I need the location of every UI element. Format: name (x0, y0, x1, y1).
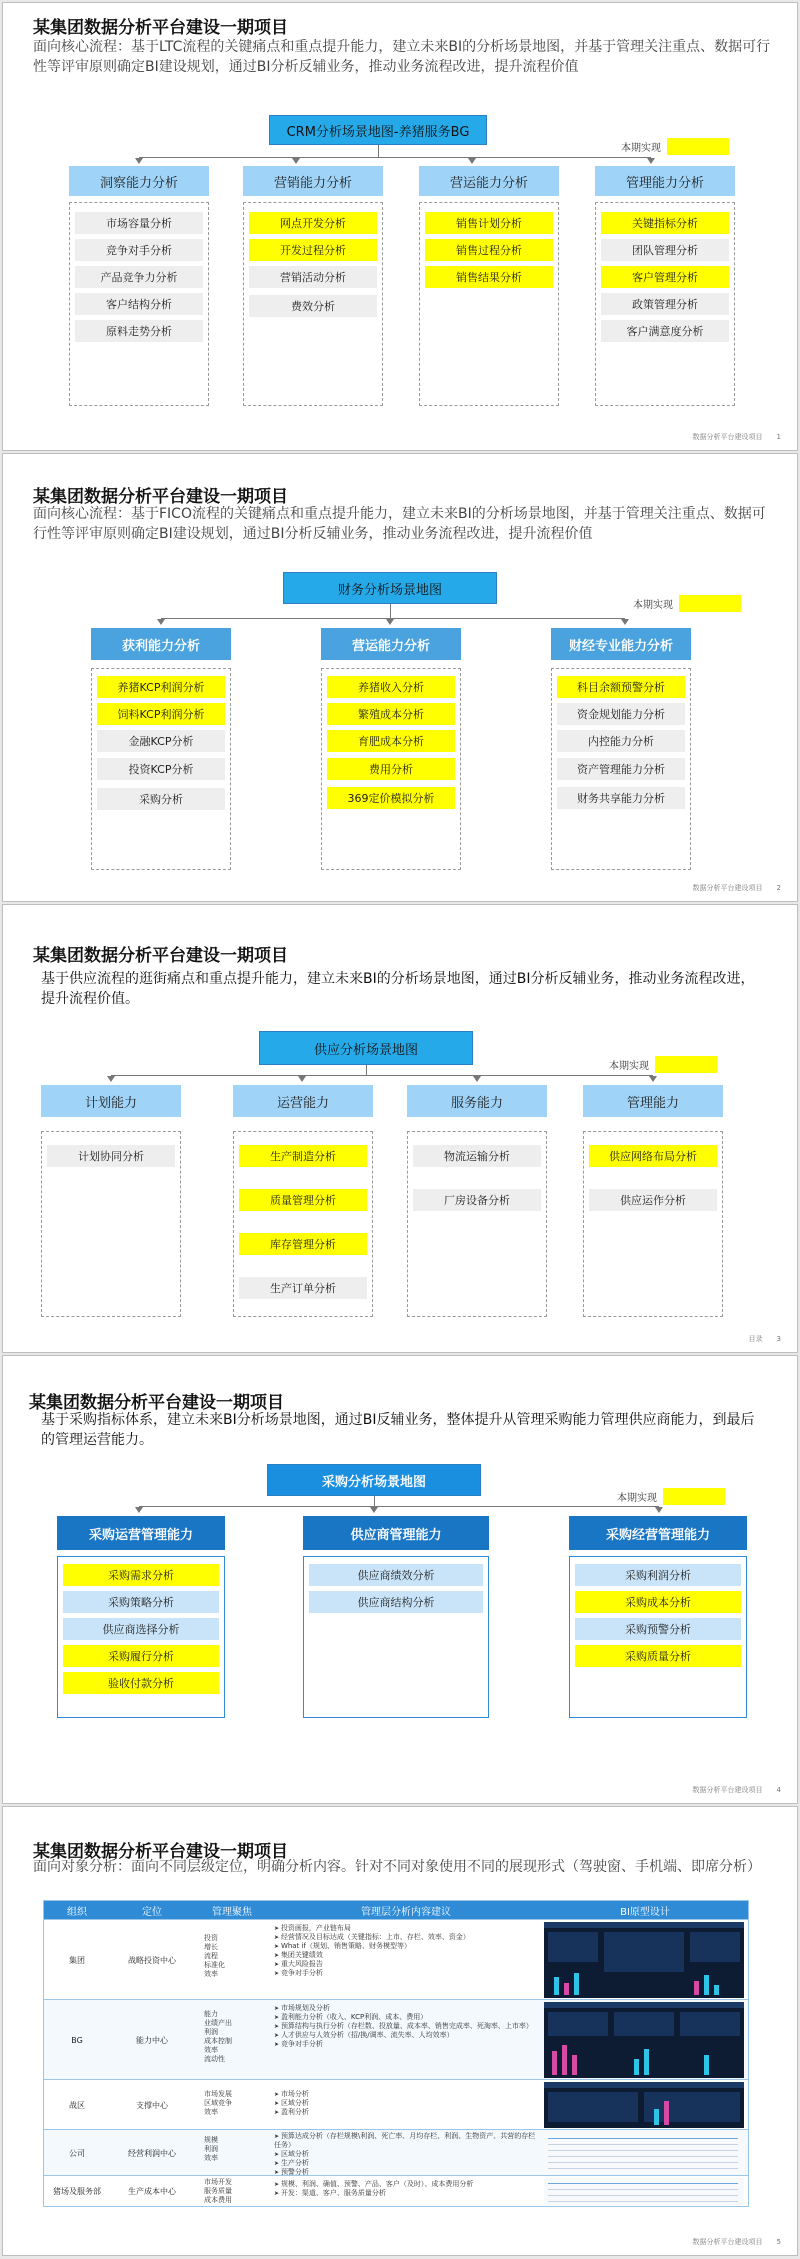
dashboard-bar (564, 1983, 569, 1995)
sheet-line (548, 2168, 738, 2169)
scenario-item-current: 饲料KCP利润分析 (97, 703, 225, 725)
column-header: 营运能力分析 (419, 166, 559, 196)
map-title: 采购分析场景地图 (267, 1464, 481, 1496)
sheet-line (548, 2189, 738, 2190)
sheet-line (548, 2183, 738, 2184)
focus-cell: 规模 利润 效率 (204, 2136, 218, 2162)
dashboard-bar (644, 2049, 649, 2075)
scenario-item: 原料走势分析 (75, 320, 203, 342)
dashboard-header (544, 1922, 744, 1928)
org-cell: 战区 (69, 2100, 85, 2110)
scenario-item-current: 369定价模拟分析 (327, 787, 455, 809)
slide-crm (2, 2, 798, 451)
focus-cell: 投资 增长 流程 标准化 效率 (204, 1934, 225, 1978)
role-cell: 支撑中心 (136, 2100, 168, 2110)
scenario-item-current: 采购成本分析 (575, 1591, 741, 1613)
content-bullet: ➤ 市场规划及分析 (274, 2004, 538, 2013)
column-header: 营运能力分析 (321, 628, 461, 660)
scenario-item-current: 客户管理分析 (601, 266, 729, 288)
bi-prototype-image (544, 2002, 744, 2078)
legend-swatch (655, 1056, 717, 1073)
scenario-item-current: 育肥成本分析 (327, 730, 455, 752)
content-cell (274, 2090, 538, 2117)
connector-trunk (374, 1496, 375, 1506)
content-bullet: ➤ 竞争对手分析 (274, 2040, 538, 2049)
slide-object-analysis (2, 1806, 798, 2256)
content-bullet: ➤ 重大风险报告 (274, 1960, 538, 1969)
sheet-line (548, 2201, 738, 2202)
legend-swatch (667, 138, 729, 155)
scenario-item: 营销活动分析 (249, 266, 377, 288)
slide-title: 某集团数据分析平台建设一期项目 (33, 18, 288, 38)
dashboard-bar (554, 1977, 559, 1995)
scenario-item: 厂房设备分析 (413, 1189, 541, 1211)
role-cell: 战略投资中心 (128, 1955, 176, 1965)
legend (617, 1488, 725, 1505)
org-cell: BG (71, 2035, 83, 2045)
scenario-item-current: 养猪KCP利润分析 (97, 676, 225, 698)
scenario-item-current: 关键指标分析 (601, 212, 729, 234)
page-number: 数据分析平台建设项目 5 (692, 2238, 781, 2246)
connector-arrow (649, 1076, 657, 1082)
role-cell: 生产成本中心 (128, 2187, 176, 2196)
scenario-item-current: 验收付款分析 (63, 1672, 219, 1694)
column-header: 计划能力 (41, 1085, 181, 1117)
content-bullet: ➤ 规模、利润、确值、预警、产品、客户（及时）、成本费用分析 (274, 2180, 538, 2189)
scenario-item: 投资KCP分析 (97, 758, 225, 780)
content-bullet: ➤ 盈利分析 (274, 2108, 538, 2117)
column-header: 管理能力分析 (595, 166, 735, 196)
scenario-item: 产品竞争力分析 (75, 266, 203, 288)
scenario-item: 竞争对手分析 (75, 239, 203, 261)
scenario-item-current: 网点开发分析 (249, 212, 377, 234)
sheet-line (548, 2195, 738, 2196)
role-cell: 能力中心 (136, 2035, 168, 2045)
table-row (44, 1999, 748, 2079)
scenario-item-current: 采购履行分析 (63, 1645, 219, 1667)
legend-swatch (679, 595, 741, 612)
scenario-item: 资金规划能力分析 (557, 703, 685, 725)
scenario-item: 供应运作分析 (589, 1189, 717, 1211)
content-bullet: ➤ 区域分析 (274, 2150, 538, 2159)
content-bullet: ➤ 预算结构与执行分析（存栏数、投放量、成本率、销售完成率、死淘率、上市率） (274, 2022, 538, 2031)
content-bullet: ➤ 生产分析 (274, 2159, 538, 2168)
connector-bar (139, 1506, 659, 1507)
scenario-item: 计划协同分析 (47, 1145, 175, 1167)
column-header: 获利能力分析 (91, 628, 231, 660)
slide-subtitle: 面向核心流程：基于LTC流程的关键痛点和重点提升能力，建立未来BI的分析场景地图，并基于管理关注重点、数据可行性等评审原则确定BI建设规划，通过BI分析反辅业务，推动业务流程改进，提升流程价值 (33, 39, 771, 75)
slide-subtitle: 基于采购指标体系，建立未来BI分析场景地图，通过BI反辅业务，整体提升从管理采购能力管理供应商能力，到最后的管理运营能力。 (41, 1412, 755, 1448)
column-header: 采购经营管理能力 (569, 1516, 747, 1550)
scenario-item-current: 费用分析 (327, 758, 455, 780)
scenario-item: 政策管理分析 (601, 293, 729, 315)
connector-bar (139, 157, 651, 158)
column-header: 运营能力 (233, 1085, 373, 1117)
table-header (44, 1901, 748, 1919)
scenario-item: 费效分析 (249, 295, 377, 317)
scenario-item-current: 采购质量分析 (575, 1645, 741, 1667)
column-header: 供应商管理能力 (303, 1516, 489, 1550)
slide-subtitle: 基于供应流程的逛街痛点和重点提升能力，建立未来BI的分析场景地图，通过BI分析反辅业务，推动业务流程改进，提升流程价值。 (41, 971, 755, 1007)
sheet-line (548, 2156, 738, 2157)
analysis-table (43, 1900, 749, 2207)
scenario-item: 采购预警分析 (575, 1618, 741, 1640)
content-cell (274, 1924, 538, 1978)
connector-arrow (621, 619, 629, 625)
page-number: 目录 3 (748, 1335, 781, 1343)
scenario-item: 资产管理能力分析 (557, 758, 685, 780)
dashboard-panel (548, 2012, 608, 2036)
scenario-item: 内控能力分析 (557, 730, 685, 752)
legend (621, 138, 729, 155)
dashboard-header (544, 2082, 744, 2088)
content-bullet: ➤ 人才供应与人效分析（招/换/调率、流失率、人均效率） (274, 2031, 538, 2040)
content-bullet: ➤ 经营情况及目标达成（关键指标：上市、存栏、效率、资金） (274, 1933, 538, 1942)
dashboard-panel (548, 1932, 598, 1962)
connector-trunk (366, 1065, 367, 1075)
connector-bar (111, 1075, 653, 1076)
bi-prototype-image (544, 2132, 744, 2174)
sheet-line (548, 2144, 738, 2145)
content-bullet: ➤ 预警分析 (274, 2168, 538, 2177)
slide-finance (2, 453, 798, 902)
legend-label: 本期实现 (621, 143, 661, 154)
connector-arrow (298, 1076, 306, 1082)
slide-title: 某集团数据分析平台建设一期项目 (33, 487, 288, 507)
scenario-item-current: 供应网络布局分析 (589, 1145, 717, 1167)
role-cell: 经营利润中心 (128, 2148, 176, 2158)
connector-arrow (468, 158, 476, 164)
dashboard-bar (714, 1985, 719, 1995)
connector-arrow (370, 1507, 378, 1513)
focus-cell: 市场发展 区域竞争 效率 (204, 2090, 232, 2116)
dashboard-bar (562, 2045, 567, 2075)
connector-arrow (473, 1076, 481, 1082)
focus-cell: 市场开发 服务质量 成本费用 (204, 2178, 232, 2204)
dashboard-panel (548, 2092, 638, 2122)
content-bullet: ➤ 集团关键绩效 (274, 1951, 538, 1960)
content-bullet: ➤ 竞争对手分析 (274, 1969, 538, 1978)
table-row (44, 1919, 748, 1999)
bi-prototype-image (544, 2082, 744, 2128)
legend-swatch (663, 1488, 725, 1505)
slide-title: 某集团数据分析平台建设一期项目 (29, 1393, 284, 1413)
content-bullet: ➤ 盈利能力分析（收入、KCP利润、成本、费用） (274, 2013, 538, 2022)
dashboard-bar (574, 1973, 579, 1995)
connector-arrow (157, 619, 165, 625)
column-header: 服务能力 (407, 1085, 547, 1117)
connector-arrow (647, 158, 655, 164)
scenario-item: 采购策略分析 (63, 1591, 219, 1613)
connector-arrow (292, 158, 300, 164)
header-cell: 组织 (67, 1906, 87, 1918)
table-row (44, 2079, 748, 2129)
scenario-item: 金融KCP分析 (97, 730, 225, 752)
content-bullet: ➤ 开发：渠道、客户、服务质量分析 (274, 2189, 538, 2198)
content-cell (274, 2004, 538, 2049)
scenario-item: 物流运输分析 (413, 1145, 541, 1167)
map-title: 供应分析场景地图 (259, 1031, 473, 1065)
map-title: CRM分析场景地图-养猪服务BG (269, 115, 487, 145)
slide-title: 某集团数据分析平台建设一期项目 (33, 946, 288, 966)
org-cell: 集团 (69, 1955, 85, 1965)
dashboard-bar (552, 2051, 557, 2075)
table-row (44, 2175, 748, 2206)
focus-cell: 能力 业绩产出 利润 成本控制 效率 流动性 (204, 2010, 232, 2063)
scenario-item-current: 养猪收入分析 (327, 676, 455, 698)
dashboard-header (544, 2002, 744, 2008)
slide-subtitle: 面向对象分析：面向不同层级定位，明确分析内容。针对不同对象使用不同的展现形式（驾驶窗、手机端、即席分析） (33, 1859, 761, 1875)
scenario-item-current: 销售过程分析 (425, 239, 553, 261)
sheet-line (548, 2138, 738, 2139)
dashboard-bar (654, 2109, 659, 2125)
content-bullet: ➤ 区域分析 (274, 2099, 538, 2108)
content-bullet: ➤ 投资画报，产业链布局 (274, 1924, 538, 1933)
content-bullet: ➤ 市场分析 (274, 2090, 538, 2099)
scenario-item-current: 采购需求分析 (63, 1564, 219, 1586)
header-cell: 定位 (142, 1906, 162, 1918)
scenario-item: 团队管理分析 (601, 239, 729, 261)
legend-label: 本期实现 (609, 1061, 649, 1072)
legend-label: 本期实现 (617, 1493, 657, 1504)
dashboard-panel (604, 1932, 684, 1972)
map-title: 财务分析场景地图 (283, 572, 497, 604)
legend (633, 595, 741, 612)
scenario-item: 市场容量分析 (75, 212, 203, 234)
scenario-item-current: 生产制造分析 (239, 1145, 367, 1167)
legend (609, 1056, 717, 1073)
bi-prototype-image (544, 1922, 744, 1998)
scenario-item-current: 开发过程分析 (249, 239, 377, 261)
column-header: 采购运营管理能力 (57, 1516, 225, 1550)
org-cell: 公司 (69, 2148, 85, 2158)
dashboard-panel (690, 1932, 740, 1962)
dashboard-bar (634, 2059, 639, 2075)
column-header: 洞察能力分析 (69, 166, 209, 196)
header-cell: BI原型设计 (620, 1906, 670, 1918)
scenario-item: 供应商结构分析 (309, 1591, 483, 1613)
content-bullet: ➤ 预算达成分析（存栏规模\利润、死亡率、月均存栏、利润、生物资产、共营的存栏任务） (274, 2132, 538, 2150)
connector-arrow (135, 158, 143, 164)
scenario-item-current: 繁殖成本分析 (327, 703, 455, 725)
content-cell (274, 2132, 538, 2177)
dashboard-bar (572, 2055, 577, 2075)
connector-trunk (378, 145, 379, 157)
scenario-item-current: 科目余额预警分析 (557, 676, 685, 698)
column-header: 财经专业能力分析 (551, 628, 691, 660)
scenario-item-current: 销售计划分析 (425, 212, 553, 234)
column-header: 营销能力分析 (243, 166, 383, 196)
content-cell (274, 2180, 538, 2198)
sheet-line (548, 2150, 738, 2151)
dashboard-bar (664, 2101, 669, 2125)
scenario-item-current: 质量管理分析 (239, 1189, 367, 1211)
column-header: 管理能力 (583, 1085, 723, 1117)
scenario-item: 采购分析 (97, 788, 225, 810)
connector-arrow (386, 619, 394, 625)
scenario-item: 生产订单分析 (239, 1277, 367, 1299)
dashboard-bar (704, 1975, 709, 1995)
header-cell: 管理层分析内容建议 (361, 1906, 451, 1918)
connector-arrow (655, 1507, 663, 1513)
legend-label: 本期实现 (633, 600, 673, 611)
dashboard-panel (680, 2012, 740, 2036)
header-cell: 管理聚焦 (212, 1906, 252, 1918)
table-row (44, 2129, 748, 2175)
page-number: 数据分析平台建设项目 4 (692, 1786, 781, 1794)
scenario-item-current: 库存管理分析 (239, 1233, 367, 1255)
bi-prototype-image (544, 2178, 744, 2205)
dashboard-panel (614, 2012, 674, 2036)
slide-title: 某集团数据分析平台建设一期项目 (33, 1842, 288, 1862)
connector-arrow (135, 1507, 143, 1513)
scenario-item: 财务共享能力分析 (557, 787, 685, 809)
dashboard-bar (704, 2055, 709, 2075)
scenario-item: 采购利润分析 (575, 1564, 741, 1586)
slide-procurement (2, 1355, 798, 1804)
sheet-line (548, 2162, 738, 2163)
dashboard-bar (694, 1981, 699, 1995)
scenario-item: 供应商选择分析 (63, 1618, 219, 1640)
page-number: 数据分析平台建设项目 1 (692, 433, 781, 441)
content-bullet: ➤ What if（规划、销售策略、财务模型等） (274, 1942, 538, 1951)
connector-trunk (390, 604, 391, 618)
scenario-item: 客户满意度分析 (601, 320, 729, 342)
scenario-item: 供应商绩效分析 (309, 1564, 483, 1586)
slide-subtitle: 面向核心流程：基于FICO流程的关键痛点和重点提升能力，建立未来BI的分析场景地图，并基于管理关注重点、数据可行性等评审原则确定BI建设规划，通过BI分析反辅业务，推动业务流程改进，提升流程价值 (33, 506, 766, 542)
scenario-item-current: 销售结果分析 (425, 266, 553, 288)
org-cell: 猪场及服务部 (53, 2187, 101, 2196)
slide-supply (2, 904, 798, 1353)
scenario-item: 客户结构分析 (75, 293, 203, 315)
connector-arrow (107, 1076, 115, 1082)
page-number: 数据分析平台建设项目 2 (692, 884, 781, 892)
